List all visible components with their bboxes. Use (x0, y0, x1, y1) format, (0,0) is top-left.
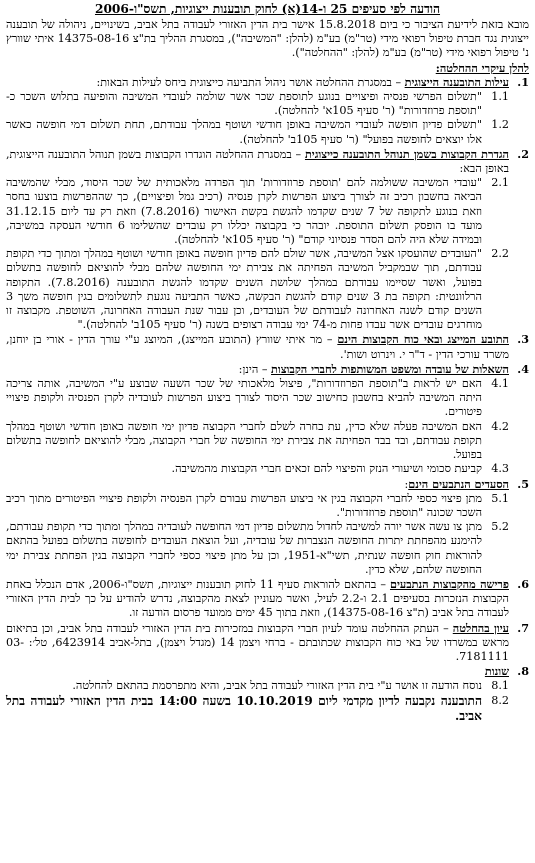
subsection (6, 492, 509, 520)
section-heading: פרישה מהקבוצות הנתבעים (389, 576, 509, 591)
subsection (6, 90, 509, 118)
section-number: 8. (517, 664, 529, 679)
notice-intro: מובא בזאת לידיעת הציבור כי ביום 15.8.2018 אישר בית הדין האזורי לעבודה בתל אביב, בשינויים, ניהולה של תובענה ייצוגית נגד חברת טיפול רפואי מידי (טר"מ) בע"מ (להלן: "המשיבה"), במסגרת ההליך בת"צ 14375-08-16 איתי שוורץ נ' טיפול רפואי מידי (טר"מ) בע"מ (להלן: "ההחלטה"). (6, 18, 530, 60)
section-text-rest: : (404, 477, 409, 491)
notice-title: הודעה לפי סעיפים 25 ו-14(א) לחוק תובענות ייצוגיות, תשס"ו-2006 (94, 2, 441, 16)
subsection-text: "תשלום הפרשי פנסיה ופיצויים בנוגע לתוספת שכר אשר שולמה לעובדי המשיבה והופיעה בתלוש השכר כ-"תוספת פרוזדורות" (ר' סעיף 105א' להחלטה). (6, 90, 482, 118)
hearing-text: התובענה נקבעה לדיון מקדמי ליום 10.10.2019 בשעה 14:00 בבית הדין האזורי לעבודה בתל אביב. (6, 693, 482, 723)
section-5 (6, 477, 529, 577)
section-text (6, 362, 509, 377)
section-body (6, 577, 509, 621)
section-text (6, 621, 509, 665)
subsection-text: "העובדים שהועסקו אצל המשיבה, אשר שולם להם פדיון חופשה באופן חודשי ושוטף במהלך ומתוך כדי תקופת עבודתם, תוך שבמקביל המשיבה הפחיתה את צבירת ימי החופשה שלהם מבלי להוציאם לחופשה בתשלום בפועל, ואשר שסיימו עבודתם במהלך שלושת השנים שקדמו להגשת התובענה (7.8.2016). התקופה הרלוונטית: תקופה בת 3 שנים קודם להגשת הבקשה, כאשר התביעה נוגעת לתשלומים בגין חופשה משך 3 השנים קודם לשנה האחרונה לעבודתם של העובדים, וכן עבור שנת העבודה האחרונה, השוטפת. מקבוצה זו מוחרגים עובדים אשר עבדו פחות מ-74 ימי עבודה רצופים בשנה (ר' סעיף 105ב' להחלטה)." (6, 247, 482, 332)
section-text (6, 477, 509, 492)
section-text-rest: – מר איתי שוורץ (התובע המייצג), המיוצג ע"י עורך הדין - אורי בן יוחנן, משרד עורכי הדין - ד"ר י. וינרוט ושות'. (6, 333, 509, 361)
subsection-text: "עובדי המשיבה ששולמה להם 'תוספת פרוזדורות' תוך הפרדה מלאכותית של שכר היסוד, מבלי שהמשיבה הביאה בחשבון רכיב זה לצורך ביצוע הפרשות לקרן פנסיה (רכיב גמל ופיצויים), כך שההפרשות בוצעו בחסר וזאת בנוגע לתקופה של 7 שנים שקדמו להגשת בקשת האישור (7.8.2016) וזאת רק עד ליום 31.12.15 מועד בו הופסק תשלום התוספת. יובהר כי בקבוצה יכללו רק עובדים שהשלימו 6 חודשי העסקה במשיבה, ובמידה שלא היה להם הסדר פנסיוני קודם" (ר' סעיף 105א' להחלטה). (6, 176, 483, 247)
subsection-number: 2.2 (491, 247, 509, 261)
subsection-number: 5.2 (491, 520, 509, 534)
subsection-number: 1.2 (491, 118, 509, 132)
subsection-number: 2.1 (491, 176, 509, 190)
section-number: 5. (517, 476, 529, 491)
subsection (6, 462, 509, 476)
subsection-number: 5.1 (491, 491, 509, 505)
subsection-text: נוסח הודעה זו אושר ע"י בית הדין האזורי לעבודה בתל אביב, והיא מתפרסמת בהתאם להחלטה. (72, 679, 482, 693)
subsection-text: מתן צו עשה אשר יורה למשיבה לחדול מתשלום פדיון דמי החופשה לעובדיה במהלך ומתוך כדי תקופת עבודתם, להימנע מהפחתת יתרות החופשה הנצברות של עובדיה, ועל הוצאת העובדים לחופשה בתשלום בפועל בהתאם להוראות חוק חופשה שנתית, תשי"א-1951, וכן על מתן פיצוי כספי לחברי הקבוצה בגין הפחתת צבירת ימי החופשה שלהם, שלא כדין. (6, 520, 482, 576)
section-body (6, 147, 509, 333)
subsection (6, 118, 509, 146)
section-2 (6, 147, 529, 333)
subsection (6, 420, 509, 463)
section-body (6, 621, 509, 665)
section-heading: התובע המייצג ובאי כוח הקבוצות הינם (337, 332, 509, 347)
subsection-text: מתן פיצוי כספי לחברי הקבוצה בגין אי ביצוע הפרשות עבורם לקרן הפנסיה ולקופת פיצויי הפיטורים מתוך רכיב השכר שכונה "תוספת פרוזדורות". (6, 491, 482, 519)
section-number: 4. (517, 361, 529, 376)
subsection (6, 679, 509, 693)
subsection-number: 4.3 (491, 462, 509, 476)
subsection-text: האם המשיבה פעלה שלא כדין, עת בחרה לשלם לחברי הקבוצה פדיון ימי חופשה באופן חודשי ושוטף במהלך תקופת עבודתם, ובד בבד הפחיתה את צבירת ימי החופשה של חברי הקבוצה, מבלי להוציאם לחופשה בתשלום בפועל. (6, 419, 482, 462)
main-heading: להלן עיקרי ההחלטה: (435, 60, 529, 75)
subsection-number: 4.1 (491, 377, 509, 391)
section-text-rest: – הינן: (238, 362, 272, 376)
section-heading: הסעדים הנתבעים הינם (408, 476, 509, 491)
notice-page (6, 2, 529, 859)
section-text-rest: – בהתאם להוראות סעיף 11 לחוק תובענות ייצוגיות, תשס"ו-2006, אדם הנכלל באחת הקבוצות הנזכרות בסעיפים 2.1 ו-2.2 לעיל, ואשר מעוניין לצאת מהקבוצה, נדרש להודיע על כך לבית הדין האזורי לעבודה בתל אביב (ת"צ 14375-08-16), וזאת בתוך 45 ימים ממועד פרסום הודעה זו. (6, 577, 509, 620)
subsection-text: קביעת סכומי ושיעורי הנזק והפיצוי להם זכאים חברי הקבוצות מהמשיבה. (171, 462, 482, 476)
section-heading: עיון בהחלטה (452, 620, 509, 635)
sections-container (6, 75, 529, 724)
section-number: 2. (517, 146, 529, 161)
section-text (6, 332, 509, 361)
section-number: 7. (517, 620, 529, 635)
section-3 (6, 332, 529, 361)
subsection-text: "תשלום פדיון חופשה לעובדי המשיבה באופן חודשי ושוטף במהלך עבודתם, תחת תשלום דמי חופשה כאשר אלו יוצאים לחופשה בפועל" (ר' סעיף 105ב' להחלטה). (6, 118, 482, 146)
section-number: 1. (517, 74, 529, 89)
subsection-number: 1.1 (491, 90, 509, 104)
section-1 (6, 75, 529, 147)
hearing-number: 8.2 (491, 693, 509, 707)
section-text-rest: – במסגרת ההחלטה הוגדרו הקבוצות בשמן תנוהל התובענה הייצוגית, באופן הבא: (6, 147, 509, 176)
section-heading: עילות התובענה הייצוגית (404, 74, 509, 89)
subsection-text: האם יש לראות ב"תוספת הפרוזדורות", פיצול מלאכותי של שכר השעה שבוצע ע"י המשיבה, אותה צריכה היתה המשיבה להביא בחשבון כחישוב שכר היסוד לצורך ביצוע הפרשות לעובדיה לקרן הפנסיה ולקופת פיצויי פיטורים. (6, 377, 482, 419)
subsection-number: 4.2 (491, 419, 509, 433)
section-text (6, 147, 509, 176)
section-text-rest: – העתק ההחלטה עומד לעיון חברי הקבוצות במזכירות בית הדין האזורי לעבודה בתל אביב, וכן בתיאום מראש במשרדו של באי כוח הקבוצות שכתובתם - ברחי ויצמן 14 (מגדל ויצמן), בתל-אביב 6423914, טל׳: 03-7181111. (6, 621, 509, 663)
section-heading: השאלות של עובדה ומשפט המשותפות לחברי הקבוצות (271, 361, 509, 376)
section-heading: הגדרת הקבוצות בשמן תנוהל התובענה כייצוגית (304, 146, 509, 161)
hearing-subsection (6, 694, 509, 724)
section-body (6, 664, 509, 723)
subsection-number: 8.1 (491, 679, 509, 693)
section-number: 6. (517, 576, 529, 591)
section-4 (6, 362, 529, 477)
section-body (6, 477, 509, 577)
subsection (6, 176, 509, 247)
section-6 (6, 577, 529, 621)
section-text-rest: – במסגרת ההחלטה אושר ניהול התביעה כייצוגית ביחס לעילות הבאות: (96, 75, 405, 89)
section-body (6, 332, 509, 361)
section-text (6, 664, 509, 679)
subsection (6, 377, 509, 420)
section-heading: שונות (484, 664, 509, 679)
section-7 (6, 621, 529, 665)
subsection (6, 520, 509, 577)
subsection (6, 247, 509, 332)
section-number: 3. (517, 332, 529, 347)
section-text (6, 577, 509, 621)
section-body (6, 75, 509, 147)
section-text (6, 75, 509, 90)
section-body (6, 362, 509, 477)
section-8 (6, 664, 529, 723)
